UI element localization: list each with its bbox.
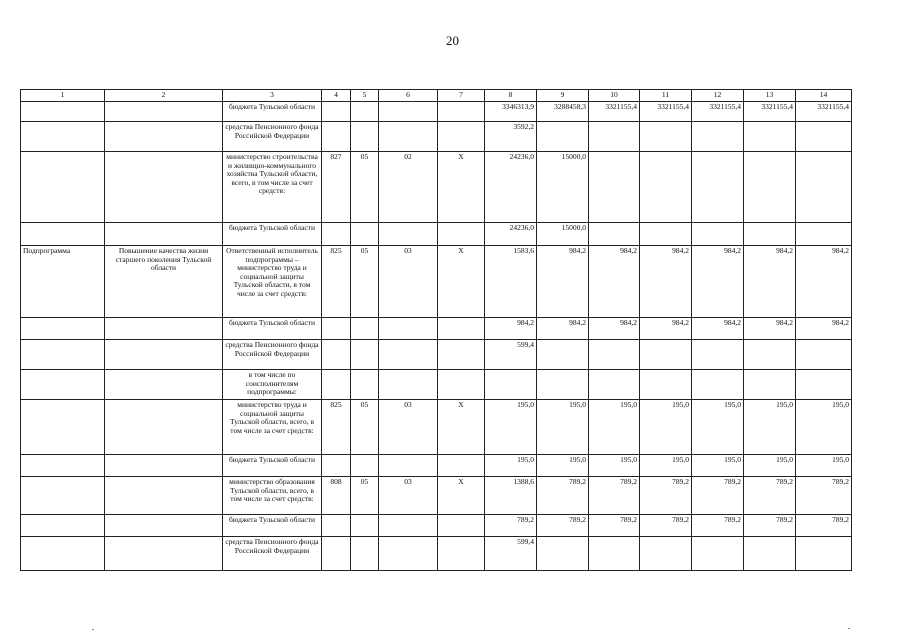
cell-rz [351, 102, 379, 122]
cell-value [796, 340, 852, 370]
cell-rz [351, 537, 379, 571]
cell-value [537, 537, 589, 571]
cell-value: 15000,0 [537, 152, 589, 223]
cell-pr [379, 340, 438, 370]
header-cell: 4 [322, 90, 351, 102]
cell-value: 984,2 [692, 318, 744, 340]
cell-rz [351, 223, 379, 246]
budget-table [20, 89, 852, 571]
header-cell: 12 [692, 90, 744, 102]
cell-value [796, 122, 852, 152]
cell-value: 984,2 [537, 246, 589, 318]
cell-value: 789,2 [692, 515, 744, 537]
cell-value: 195,0 [589, 400, 640, 455]
cell-vr: X [438, 246, 485, 318]
cell-value: 195,0 [692, 400, 744, 455]
cell-value: 195,0 [692, 455, 744, 477]
budget-table-container [20, 89, 852, 571]
cell-source: министерство образования Тульской области, всего, в том числе за счет средств: [223, 477, 322, 515]
cell-grbs [322, 122, 351, 152]
cell-value: 195,0 [485, 455, 537, 477]
cell-vr [438, 122, 485, 152]
cell-value [537, 370, 589, 400]
cell-rz: 05 [351, 400, 379, 455]
header-cell: 6 [379, 90, 438, 102]
cell-value [589, 370, 640, 400]
cell-source: бюджета Тульской области [223, 455, 322, 477]
cell-value [796, 152, 852, 223]
cell-value: 195,0 [485, 400, 537, 455]
cell-value [640, 152, 692, 223]
cell-value: 3321155,4 [692, 102, 744, 122]
cell-level [21, 477, 105, 515]
cell-grbs: 808 [322, 477, 351, 515]
cell-vr: X [438, 477, 485, 515]
cell-pr [379, 455, 438, 477]
cell-pr [379, 122, 438, 152]
table-row [21, 246, 852, 318]
cell-source: бюджета Тульской области [223, 515, 322, 537]
cell-value: 599,4 [485, 340, 537, 370]
cell-level [21, 370, 105, 400]
header-cell: 11 [640, 90, 692, 102]
cell-name [105, 477, 223, 515]
cell-vr [438, 455, 485, 477]
cell-value: 1583,6 [485, 246, 537, 318]
cell-vr [438, 370, 485, 400]
cell-value [692, 152, 744, 223]
cell-name [105, 318, 223, 340]
cell-grbs: 825 [322, 246, 351, 318]
cell-source: Ответственный исполнитель подпрограммы – министерство труда и социальной защиты Тульской области, в том числе за счет средств: [223, 246, 322, 318]
cell-vr: X [438, 400, 485, 455]
cell-value: 984,2 [796, 318, 852, 340]
cell-name [105, 400, 223, 455]
cell-value: 984,2 [589, 318, 640, 340]
cell-value [744, 537, 796, 571]
cell-value: 3346313,9 [485, 102, 537, 122]
cell-value [589, 537, 640, 571]
cell-vr [438, 223, 485, 246]
cell-value: 599,4 [485, 537, 537, 571]
cell-name [105, 152, 223, 223]
cell-pr: 03 [379, 400, 438, 455]
cell-value: 789,2 [537, 477, 589, 515]
cell-value: 984,2 [640, 318, 692, 340]
cell-rz [351, 515, 379, 537]
cell-level [21, 455, 105, 477]
cell-value: 3321155,4 [796, 102, 852, 122]
cell-grbs [322, 318, 351, 340]
cell-value [589, 223, 640, 246]
cell-value: 789,2 [537, 515, 589, 537]
cell-value: 789,2 [744, 477, 796, 515]
cell-value: 984,2 [796, 246, 852, 318]
cell-value: 984,2 [537, 318, 589, 340]
table-row [21, 477, 852, 515]
table-row [21, 370, 852, 400]
header-cell: 9 [537, 90, 589, 102]
cell-rz: 05 [351, 246, 379, 318]
cell-value [692, 370, 744, 400]
cell-value: 984,2 [640, 246, 692, 318]
cell-grbs [322, 370, 351, 400]
scan-speck [92, 629, 94, 630]
cell-value: 984,2 [744, 246, 796, 318]
cell-value: 195,0 [589, 455, 640, 477]
cell-value: 789,2 [589, 515, 640, 537]
cell-pr: 03 [379, 477, 438, 515]
cell-level [21, 318, 105, 340]
cell-source: бюджета Тульской области [223, 223, 322, 246]
cell-pr [379, 223, 438, 246]
cell-value: 195,0 [537, 400, 589, 455]
cell-level [21, 152, 105, 223]
table-row [21, 455, 852, 477]
table-row [21, 122, 852, 152]
header-cell: 5 [351, 90, 379, 102]
cell-vr: X [438, 152, 485, 223]
cell-name [105, 102, 223, 122]
cell-value: 789,2 [640, 477, 692, 515]
cell-source: в том числе по соисполнителям подпрограммы: [223, 370, 322, 400]
header-row [21, 90, 852, 102]
cell-value [640, 537, 692, 571]
cell-value: 3288458,3 [537, 102, 589, 122]
cell-source: министерство труда и социальной защиты Тульской области, всего, в том числе за счет средств: [223, 400, 322, 455]
cell-vr [438, 537, 485, 571]
cell-value: 789,2 [640, 515, 692, 537]
cell-pr [379, 318, 438, 340]
cell-vr [438, 318, 485, 340]
cell-grbs [322, 223, 351, 246]
cell-level [21, 537, 105, 571]
cell-value [589, 340, 640, 370]
cell-source: средства Пенсионного фонда Российской Федерации [223, 122, 322, 152]
table-row [21, 340, 852, 370]
cell-pr [379, 537, 438, 571]
cell-value [796, 370, 852, 400]
cell-value: 3592,2 [485, 122, 537, 152]
cell-value [589, 152, 640, 223]
cell-pr [379, 102, 438, 122]
header-cell: 14 [796, 90, 852, 102]
cell-value [640, 122, 692, 152]
header-cell: 13 [744, 90, 796, 102]
cell-name: Повышение качества жизни старшего поколения Тульской области [105, 246, 223, 318]
cell-value [692, 122, 744, 152]
cell-value [589, 122, 640, 152]
cell-source: бюджета Тульской области [223, 102, 322, 122]
cell-value: 984,2 [589, 246, 640, 318]
cell-value: 789,2 [485, 515, 537, 537]
cell-value: 195,0 [744, 400, 796, 455]
cell-level [21, 122, 105, 152]
cell-value [640, 340, 692, 370]
cell-source: средства Пенсионного фонда Российской Федерации [223, 537, 322, 571]
cell-value: 984,2 [692, 246, 744, 318]
cell-value: 789,2 [796, 515, 852, 537]
cell-value: 195,0 [537, 455, 589, 477]
cell-value: 789,2 [744, 515, 796, 537]
cell-value: 24236,0 [485, 223, 537, 246]
page-number: 20 [446, 33, 459, 48]
cell-level [21, 223, 105, 246]
cell-value: 195,0 [640, 455, 692, 477]
cell-name [105, 537, 223, 571]
header-cell: 10 [589, 90, 640, 102]
table-row [21, 102, 852, 122]
cell-value: 24236,0 [485, 152, 537, 223]
cell-value [692, 223, 744, 246]
cell-name [105, 223, 223, 246]
table-row [21, 223, 852, 246]
cell-value: 3321155,4 [640, 102, 692, 122]
cell-grbs [322, 537, 351, 571]
cell-grbs [322, 515, 351, 537]
cell-grbs [322, 455, 351, 477]
cell-value [485, 370, 537, 400]
cell-name [105, 370, 223, 400]
cell-value [744, 370, 796, 400]
cell-rz [351, 340, 379, 370]
cell-value [692, 340, 744, 370]
table-row [21, 537, 852, 571]
header-cell: 1 [21, 90, 105, 102]
cell-name [105, 122, 223, 152]
cell-value [796, 223, 852, 246]
cell-pr [379, 370, 438, 400]
cell-rz [351, 318, 379, 340]
cell-value: 195,0 [796, 455, 852, 477]
cell-pr [379, 515, 438, 537]
cell-grbs: 827 [322, 152, 351, 223]
cell-vr [438, 515, 485, 537]
cell-level [21, 340, 105, 370]
cell-value: 195,0 [744, 455, 796, 477]
cell-value [640, 370, 692, 400]
cell-value [744, 122, 796, 152]
cell-grbs: 825 [322, 400, 351, 455]
cell-grbs [322, 102, 351, 122]
scan-speck [848, 628, 850, 629]
header-cell: 8 [485, 90, 537, 102]
table-row [21, 318, 852, 340]
cell-name [105, 515, 223, 537]
cell-value [537, 122, 589, 152]
cell-value: 195,0 [796, 400, 852, 455]
cell-value: 789,2 [692, 477, 744, 515]
cell-level [21, 102, 105, 122]
cell-rz [351, 370, 379, 400]
cell-value [744, 152, 796, 223]
cell-rz [351, 455, 379, 477]
cell-value [796, 537, 852, 571]
cell-value: 789,2 [796, 477, 852, 515]
cell-grbs [322, 340, 351, 370]
cell-pr: 03 [379, 246, 438, 318]
cell-level: Подпрограмма [21, 246, 105, 318]
cell-name [105, 340, 223, 370]
table-row [21, 400, 852, 455]
cell-source: министерство строительства и жилищно-коммунального хозяйства Тульской области, всего, в том числе за счет средств: [223, 152, 322, 223]
cell-rz: 05 [351, 477, 379, 515]
cell-source: бюджета Тульской области [223, 318, 322, 340]
cell-level [21, 515, 105, 537]
cell-value [692, 537, 744, 571]
table-row [21, 152, 852, 223]
cell-value: 1388,6 [485, 477, 537, 515]
header-cell: 2 [105, 90, 223, 102]
header-cell: 7 [438, 90, 485, 102]
cell-vr [438, 340, 485, 370]
cell-value: 984,2 [485, 318, 537, 340]
cell-value [537, 340, 589, 370]
cell-rz [351, 122, 379, 152]
cell-value [744, 223, 796, 246]
cell-pr: 02 [379, 152, 438, 223]
cell-name [105, 455, 223, 477]
cell-level [21, 400, 105, 455]
header-cell: 3 [223, 90, 322, 102]
table-row [21, 515, 852, 537]
cell-value: 984,2 [744, 318, 796, 340]
cell-value: 3321155,4 [744, 102, 796, 122]
cell-vr [438, 102, 485, 122]
cell-source: средства Пенсионного фонда Российской Федерации [223, 340, 322, 370]
cell-rz: 05 [351, 152, 379, 223]
cell-value: 3321155,4 [589, 102, 640, 122]
cell-value: 789,2 [589, 477, 640, 515]
cell-value [640, 223, 692, 246]
cell-value [744, 340, 796, 370]
cell-value: 195,0 [640, 400, 692, 455]
cell-value: 15000,0 [537, 223, 589, 246]
